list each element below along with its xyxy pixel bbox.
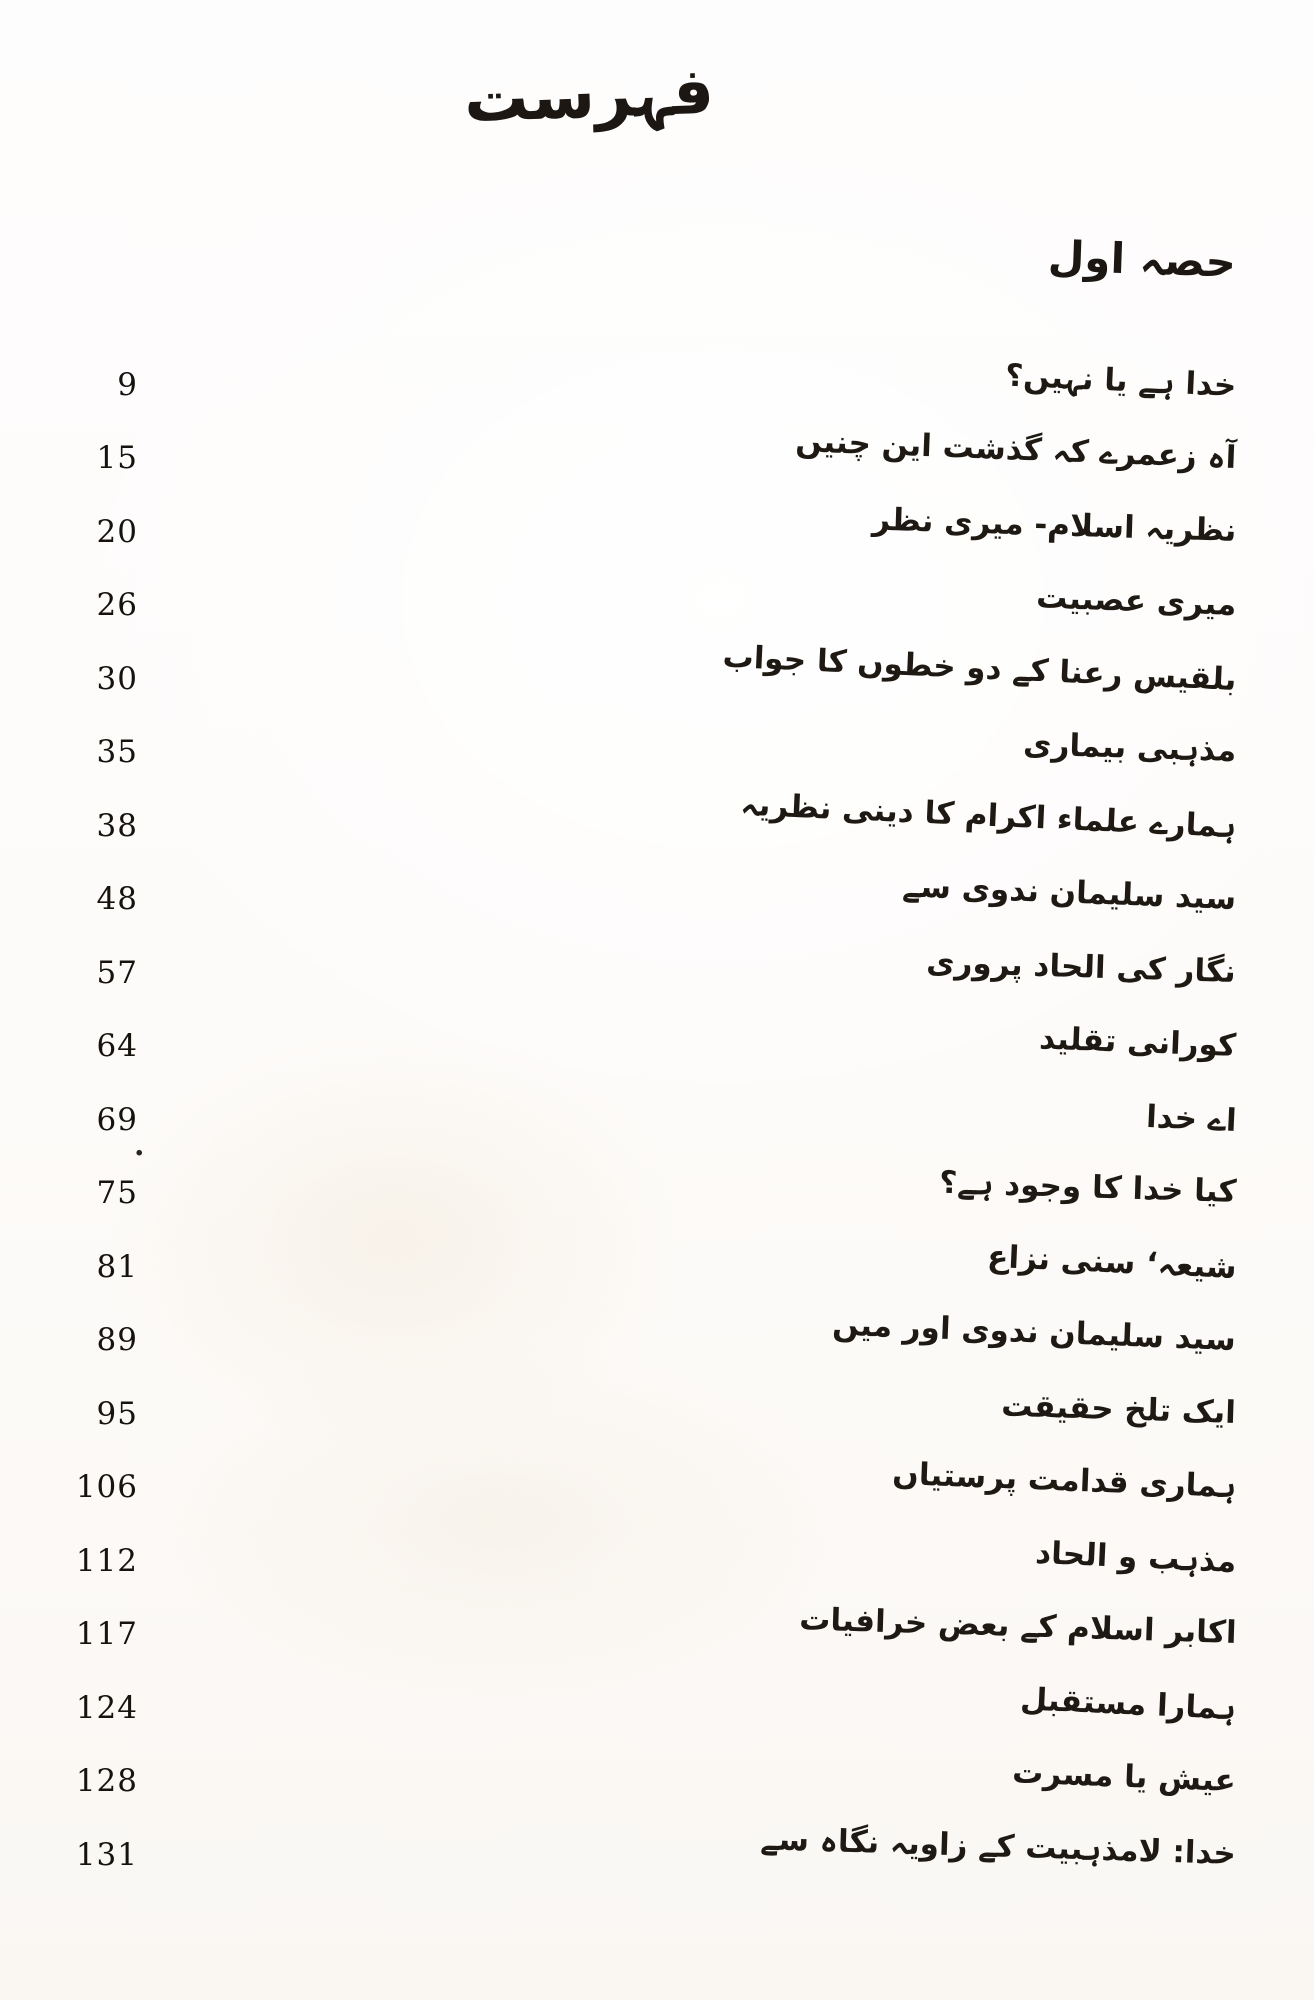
toc-entry-title: مذہبی بیماری xyxy=(1022,726,1237,770)
toc-page-number: 9 xyxy=(117,366,138,403)
toc-page-number: 30 xyxy=(96,660,138,697)
toc-row xyxy=(0,1230,1314,1304)
toc-entry-title: ہمارے علماء اکرام کا دینی نظریہ xyxy=(739,786,1237,845)
toc-entry-title: سید سلیمان ندوی سے xyxy=(901,868,1237,918)
toc-page-number: 57 xyxy=(96,954,138,991)
toc-page-number: 117 xyxy=(75,1616,138,1653)
toc-row xyxy=(0,1598,1314,1672)
section-heading: حصہ اول xyxy=(1047,231,1237,287)
toc-page-number: 131 xyxy=(75,1836,138,1873)
toc-page-number: 26 xyxy=(96,587,138,624)
toc-page-number: 106 xyxy=(75,1469,138,1506)
toc-row xyxy=(0,1451,1314,1525)
toc-row xyxy=(0,422,1314,496)
toc-page-number: 112 xyxy=(75,1542,138,1579)
toc-page-number: 75 xyxy=(96,1175,138,1212)
toc-entry-title: میری عصبیت xyxy=(1035,579,1237,624)
toc-row xyxy=(0,495,1314,569)
toc-page-number: 89 xyxy=(96,1322,138,1359)
toc-row xyxy=(0,1157,1314,1231)
toc-row xyxy=(0,1671,1314,1745)
toc-entry-title: ایک تلخ حقیقت xyxy=(1001,1387,1237,1431)
toc-entry-title: خدا ہے یا نہیں؟ xyxy=(1004,357,1237,404)
toc-row xyxy=(0,1745,1314,1819)
toc-entry-title: عیش یا مسرت xyxy=(1011,1754,1237,1800)
toc-row xyxy=(0,348,1314,422)
toc-page-number: 64 xyxy=(96,1028,138,1065)
toc-entry-title: آہ زعمرے کہ گذشت این چنیں xyxy=(794,423,1237,477)
scan-speck-dot: . xyxy=(134,1128,145,1163)
toc-row xyxy=(0,569,1314,643)
toc-entry-title: اکابر اسلام کے بعض خرافیات xyxy=(798,1601,1237,1652)
toc-row xyxy=(0,638,1314,716)
toc-entry-title: ہمارا مستقبل xyxy=(1019,1680,1237,1727)
toc-page-number: 128 xyxy=(75,1763,138,1800)
toc-row xyxy=(0,1304,1314,1378)
toc-page-number: 15 xyxy=(96,440,138,477)
page-title: فہرست xyxy=(462,54,716,138)
toc-row xyxy=(0,863,1314,937)
toc-page-number: 69 xyxy=(96,1101,138,1138)
toc-row xyxy=(0,1524,1314,1598)
toc-entry-title: مذہب و الحاد xyxy=(1034,1534,1237,1580)
toc-page-number: 95 xyxy=(96,1395,138,1432)
toc-entry-title: بلقیس رعنا کے دو خطوں کا جواب xyxy=(721,638,1237,698)
toc-entry-title: خدا: لامذہبیت کے زاویہ نگاہ سے xyxy=(760,1820,1237,1872)
toc-entry-title: نگار کی الحاد پروری xyxy=(926,944,1237,990)
toc-row xyxy=(0,1010,1314,1084)
toc-page-number: 124 xyxy=(75,1689,138,1726)
toc-row xyxy=(0,786,1314,863)
toc-row xyxy=(0,716,1314,790)
toc-page-number: 35 xyxy=(96,734,138,771)
toc-entry-title: شیعہ‘ سنی نزاع xyxy=(986,1238,1237,1286)
toc-row xyxy=(0,1377,1314,1451)
toc-entry-title: سید سلیمان ندوی اور میں xyxy=(832,1306,1237,1359)
toc-row xyxy=(0,936,1314,1010)
toc-entry-title: کورانی تقلید xyxy=(1038,1020,1237,1065)
toc-page-number: 81 xyxy=(96,1248,138,1285)
toc-list xyxy=(0,348,1314,1892)
toc-row xyxy=(0,1818,1314,1892)
toc-page-number: 38 xyxy=(96,807,138,844)
toc-page-number: 20 xyxy=(96,513,138,550)
toc-entry-title: ہماری قدامت پرستیاں xyxy=(891,1456,1237,1506)
toc-entry-title: کیا خدا کا وجود ہے؟ xyxy=(938,1164,1237,1211)
toc-row xyxy=(0,1083,1314,1157)
toc-entry-title: اے خدا xyxy=(1144,1098,1237,1139)
toc-entry-title: نظریہ اسلام- میری نظر xyxy=(871,501,1237,549)
toc-page-number: 48 xyxy=(96,881,138,918)
